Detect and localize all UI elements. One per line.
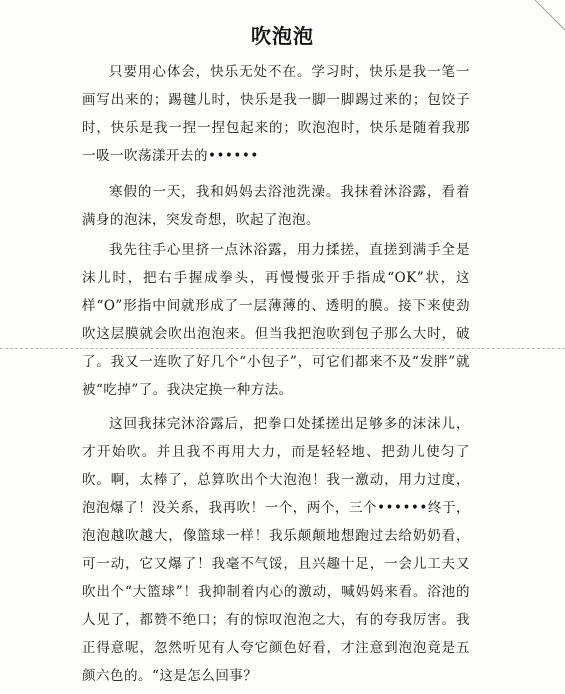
- essay-paragraph-3: 我先往手心里挤一点沐浴露，用力揉搓，直搓到满手全是沫儿时，把右手握成拳头，再慢慢张开手指成“OK”状，这样“O”形指中间就形成了一层薄薄的、透明的膜。接下来使劲吹这层膜就会吹出泡泡来。但当我把泡吹到包子那么大时，破了。我又一连吹了好几个“小包子”，可它们都来不及“发胖”就被“吃掉”了。我决定换一种方法。: [82, 242, 470, 398]
- essay-paragraph-1: 只要用心体会，快乐无处不在。学习时，快乐是我一笔一画写出来的；踢毽儿时，快乐是我一脚一脚踢过来的；包饺子时，快乐是我一捏一捏包起来的；吹泡泡时，快乐是随着我那一吸一吹荡漾开去的••••••: [82, 64, 470, 164]
- essay-title: 吹泡泡: [251, 24, 314, 48]
- essay-paragraph-4: 这回我抹完沐浴露后，把拳口处揉搓出足够多的沫沫儿，才开始吹。并且我不再用大力，而是轻轻地、把劲儿使匀了吹。啊，太棒了，总算吹出个大泡泡！我一激动，用力过度，泡泡爆了！没关系，我再吹！一个，两个，三个••••••终于，泡泡越吹越大，像篮球一样！我乐颠颠地想跑过去给奶奶看，可一动，它又爆了！我毫不气馁，且兴趣十足，一会儿工夫又吹出个“大篮球”！我抑制着内心的激动，喊妈妈来看。浴池的人见了，都赞不绝口；有的惊叹泡泡之大，有的夸我厉害。我正得意呢，忽然听见有人夸它颜色好看，才注意到泡泡竟是五颜六色的。“这是怎么回事？: [82, 416, 470, 684]
- scan-artifact-line: [0, 348, 565, 349]
- essay-paragraph-2: 寒假的一天，我和妈妈去浴池洗澡。我抹着沐浴露，看着满身的泡沫，突发奇想，吹起了泡泡。: [82, 184, 470, 228]
